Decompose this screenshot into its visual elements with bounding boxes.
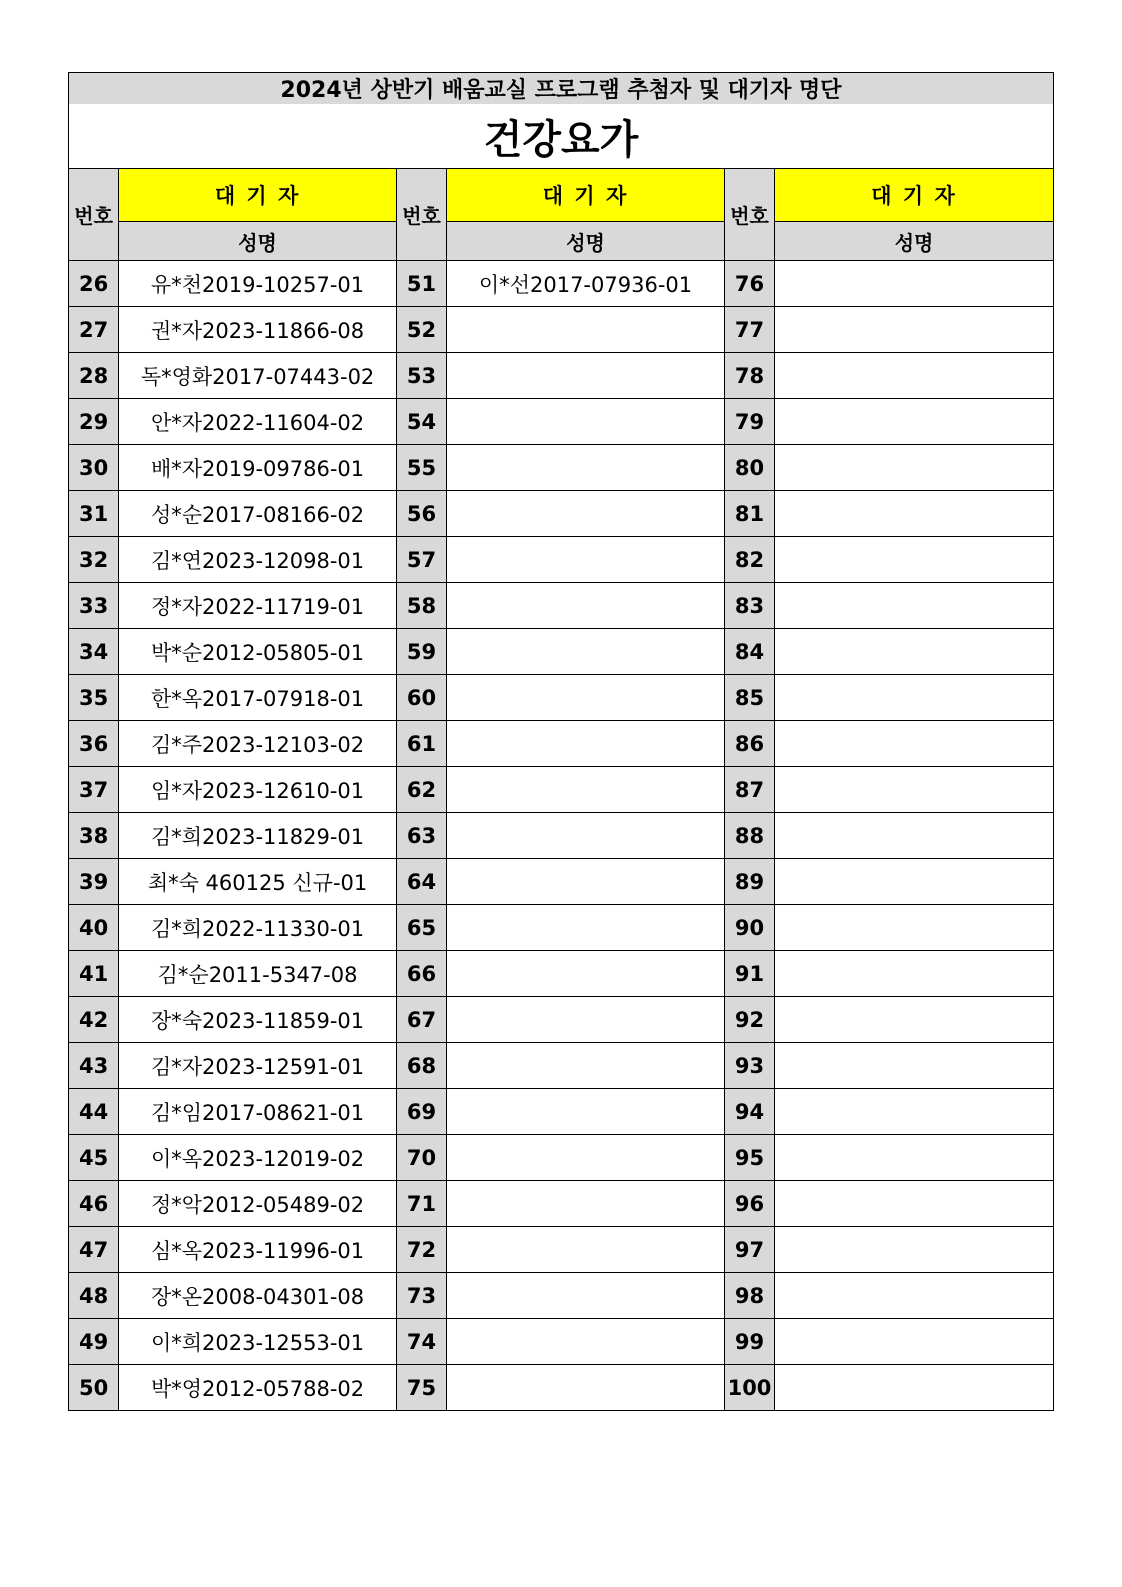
row-number: 43: [69, 1043, 119, 1089]
row-number: 26: [69, 261, 119, 307]
row-number: 55: [396, 445, 446, 491]
table-row: [69, 1089, 1054, 1135]
row-number: 56: [396, 491, 446, 537]
applicant-name: [775, 307, 1054, 353]
applicant-name: [775, 721, 1054, 767]
applicant-name: [447, 1273, 725, 1319]
row-number: 53: [396, 353, 446, 399]
row-number: 28: [69, 353, 119, 399]
applicant-name: [775, 583, 1054, 629]
row-number: 76: [724, 261, 774, 307]
applicant-name: [447, 951, 725, 997]
row-number: 92: [724, 997, 774, 1043]
applicant-name: [447, 859, 725, 905]
applicant-name: [775, 261, 1054, 307]
row-number: 29: [69, 399, 119, 445]
row-number: 94: [724, 1089, 774, 1135]
applicant-name: [775, 951, 1054, 997]
table-row: [69, 445, 1054, 491]
row-number: 80: [724, 445, 774, 491]
row-number: 88: [724, 813, 774, 859]
row-number: 40: [69, 905, 119, 951]
applicant-name: [447, 399, 725, 445]
applicant-name: 유*천2019-10257-01: [119, 261, 397, 307]
applicant-name: [775, 997, 1054, 1043]
applicant-name: [775, 767, 1054, 813]
row-number: 42: [69, 997, 119, 1043]
number-header: 번호: [396, 169, 446, 261]
row-number: 69: [396, 1089, 446, 1135]
applicant-name: 김*임2017-08621-01: [119, 1089, 397, 1135]
row-number: 79: [724, 399, 774, 445]
row-number: 47: [69, 1227, 119, 1273]
applicant-name: 이*희2023-12553-01: [119, 1319, 397, 1365]
row-number: 35: [69, 675, 119, 721]
applicant-name: 안*자2022-11604-02: [119, 399, 397, 445]
row-number: 90: [724, 905, 774, 951]
row-number: 41: [69, 951, 119, 997]
table-row: [69, 905, 1054, 951]
table-row: [69, 1273, 1054, 1319]
header-row-waitlist: [69, 169, 1054, 222]
applicant-name: 한*옥2017-07918-01: [119, 675, 397, 721]
row-number: 84: [724, 629, 774, 675]
applicant-name: [447, 1135, 725, 1181]
waitlist-header: 대 기 자: [119, 169, 397, 222]
row-number: 71: [396, 1181, 446, 1227]
row-number: 86: [724, 721, 774, 767]
applicant-name: [447, 997, 725, 1043]
row-number: 100: [724, 1365, 774, 1411]
applicant-name: 독*영화2017-07443-02: [119, 353, 397, 399]
applicant-name: [447, 1365, 725, 1411]
name-header: 성명: [447, 222, 725, 261]
row-number: 81: [724, 491, 774, 537]
applicant-name: [775, 399, 1054, 445]
row-number: 89: [724, 859, 774, 905]
table-row: [69, 859, 1054, 905]
applicant-name: [775, 905, 1054, 951]
row-number: 78: [724, 353, 774, 399]
table-row: [69, 767, 1054, 813]
row-number: 93: [724, 1043, 774, 1089]
applicant-name: 임*자2023-12610-01: [119, 767, 397, 813]
row-number: 44: [69, 1089, 119, 1135]
applicant-name: [447, 583, 725, 629]
row-number: 32: [69, 537, 119, 583]
table-row: [69, 491, 1054, 537]
row-number: 98: [724, 1273, 774, 1319]
document-title: 2024년 상반기 배움교실 프로그램 추첨자 및 대기자 명단: [69, 73, 1054, 105]
applicant-name: [447, 1089, 725, 1135]
table-row: [69, 1043, 1054, 1089]
header-row-name: [69, 222, 1054, 261]
table-row: [69, 951, 1054, 997]
applicant-name: [775, 491, 1054, 537]
table-row: [69, 583, 1054, 629]
row-number: 45: [69, 1135, 119, 1181]
row-number: 66: [396, 951, 446, 997]
table-row: [69, 997, 1054, 1043]
applicant-name: [447, 905, 725, 951]
table-row: [69, 399, 1054, 445]
waitlist-header: 대 기 자: [447, 169, 725, 222]
row-number: 33: [69, 583, 119, 629]
applicant-name: [775, 445, 1054, 491]
table-row: [69, 1181, 1054, 1227]
applicant-name: [447, 307, 725, 353]
applicant-name: [447, 491, 725, 537]
applicant-name: 장*온2008-04301-08: [119, 1273, 397, 1319]
applicant-name: 심*옥2023-11996-01: [119, 1227, 397, 1273]
applicant-name: 박*영2012-05788-02: [119, 1365, 397, 1411]
applicant-name: [775, 1273, 1054, 1319]
row-number: 39: [69, 859, 119, 905]
table-row: [69, 537, 1054, 583]
applicant-name: [775, 1135, 1054, 1181]
table-row: [69, 629, 1054, 675]
table-row: [69, 1319, 1054, 1365]
row-number: 77: [724, 307, 774, 353]
table-row: [69, 261, 1054, 307]
number-header: 번호: [69, 169, 119, 261]
applicant-name: [775, 1319, 1054, 1365]
row-number: 83: [724, 583, 774, 629]
number-header: 번호: [724, 169, 774, 261]
applicant-name: [447, 537, 725, 583]
program-row: [69, 104, 1054, 169]
table-row: [69, 307, 1054, 353]
applicant-name: 김*연2023-12098-01: [119, 537, 397, 583]
row-number: 99: [724, 1319, 774, 1365]
title-row: [69, 73, 1054, 105]
applicant-name: 정*악2012-05489-02: [119, 1181, 397, 1227]
row-number: 62: [396, 767, 446, 813]
waitlist-header: 대 기 자: [775, 169, 1054, 222]
row-number: 82: [724, 537, 774, 583]
row-number: 67: [396, 997, 446, 1043]
row-number: 63: [396, 813, 446, 859]
table-row: [69, 353, 1054, 399]
row-number: 73: [396, 1273, 446, 1319]
applicant-name: [775, 1365, 1054, 1411]
applicant-name: [775, 353, 1054, 399]
applicant-name: [775, 859, 1054, 905]
applicant-name: [447, 813, 725, 859]
applicant-name: [775, 1043, 1054, 1089]
row-number: 72: [396, 1227, 446, 1273]
row-number: 52: [396, 307, 446, 353]
applicant-name: 김*자2023-12591-01: [119, 1043, 397, 1089]
applicant-name: [447, 353, 725, 399]
applicant-name: [447, 767, 725, 813]
applicant-name: [447, 1319, 725, 1365]
row-number: 50: [69, 1365, 119, 1411]
table-row: [69, 1135, 1054, 1181]
row-number: 49: [69, 1319, 119, 1365]
applicant-name: [447, 629, 725, 675]
row-number: 70: [396, 1135, 446, 1181]
applicant-name: 김*주2023-12103-02: [119, 721, 397, 767]
table-row: [69, 1227, 1054, 1273]
row-number: 34: [69, 629, 119, 675]
row-number: 37: [69, 767, 119, 813]
row-number: 36: [69, 721, 119, 767]
row-number: 54: [396, 399, 446, 445]
applicant-name: [775, 1227, 1054, 1273]
applicant-name: [775, 629, 1054, 675]
row-number: 97: [724, 1227, 774, 1273]
row-number: 68: [396, 1043, 446, 1089]
row-number: 91: [724, 951, 774, 997]
applicant-name: [775, 1181, 1054, 1227]
applicant-name: 김*순2011-5347-08: [119, 951, 397, 997]
row-number: 51: [396, 261, 446, 307]
table-row: [69, 813, 1054, 859]
applicant-name: [447, 1227, 725, 1273]
row-number: 31: [69, 491, 119, 537]
applicant-name: 김*희2023-11829-01: [119, 813, 397, 859]
row-number: 65: [396, 905, 446, 951]
row-number: 38: [69, 813, 119, 859]
applicant-name: [775, 813, 1054, 859]
applicant-name: 정*자2022-11719-01: [119, 583, 397, 629]
name-header: 성명: [775, 222, 1054, 261]
row-number: 60: [396, 675, 446, 721]
row-number: 74: [396, 1319, 446, 1365]
applicant-name: [447, 675, 725, 721]
row-number: 59: [396, 629, 446, 675]
applicant-name: 이*선2017-07936-01: [447, 261, 725, 307]
applicant-name: 최*숙 460125 신규-01: [119, 859, 397, 905]
row-number: 95: [724, 1135, 774, 1181]
table-row: [69, 675, 1054, 721]
applicant-name: 장*숙2023-11859-01: [119, 997, 397, 1043]
applicant-name: [447, 445, 725, 491]
applicant-name: [775, 675, 1054, 721]
table-row: [69, 721, 1054, 767]
applicant-name: [447, 1043, 725, 1089]
row-number: 57: [396, 537, 446, 583]
row-number: 46: [69, 1181, 119, 1227]
program-title: 건강요가: [69, 104, 1054, 169]
applicant-name: [775, 537, 1054, 583]
waitlist-table: [68, 72, 1054, 1411]
row-number: 87: [724, 767, 774, 813]
applicant-name: [775, 1089, 1054, 1135]
applicant-name: [447, 721, 725, 767]
row-number: 27: [69, 307, 119, 353]
applicant-name: 배*자2019-09786-01: [119, 445, 397, 491]
applicant-name: 김*희2022-11330-01: [119, 905, 397, 951]
row-number: 58: [396, 583, 446, 629]
row-number: 85: [724, 675, 774, 721]
row-number: 75: [396, 1365, 446, 1411]
applicant-name: 권*자2023-11866-08: [119, 307, 397, 353]
name-header: 성명: [119, 222, 397, 261]
row-number: 96: [724, 1181, 774, 1227]
applicant-name: 박*순2012-05805-01: [119, 629, 397, 675]
applicant-name: 이*옥2023-12019-02: [119, 1135, 397, 1181]
row-number: 30: [69, 445, 119, 491]
applicant-name: 성*순2017-08166-02: [119, 491, 397, 537]
row-number: 48: [69, 1273, 119, 1319]
row-number: 61: [396, 721, 446, 767]
applicant-name: [447, 1181, 725, 1227]
row-number: 64: [396, 859, 446, 905]
table-row: [69, 1365, 1054, 1411]
